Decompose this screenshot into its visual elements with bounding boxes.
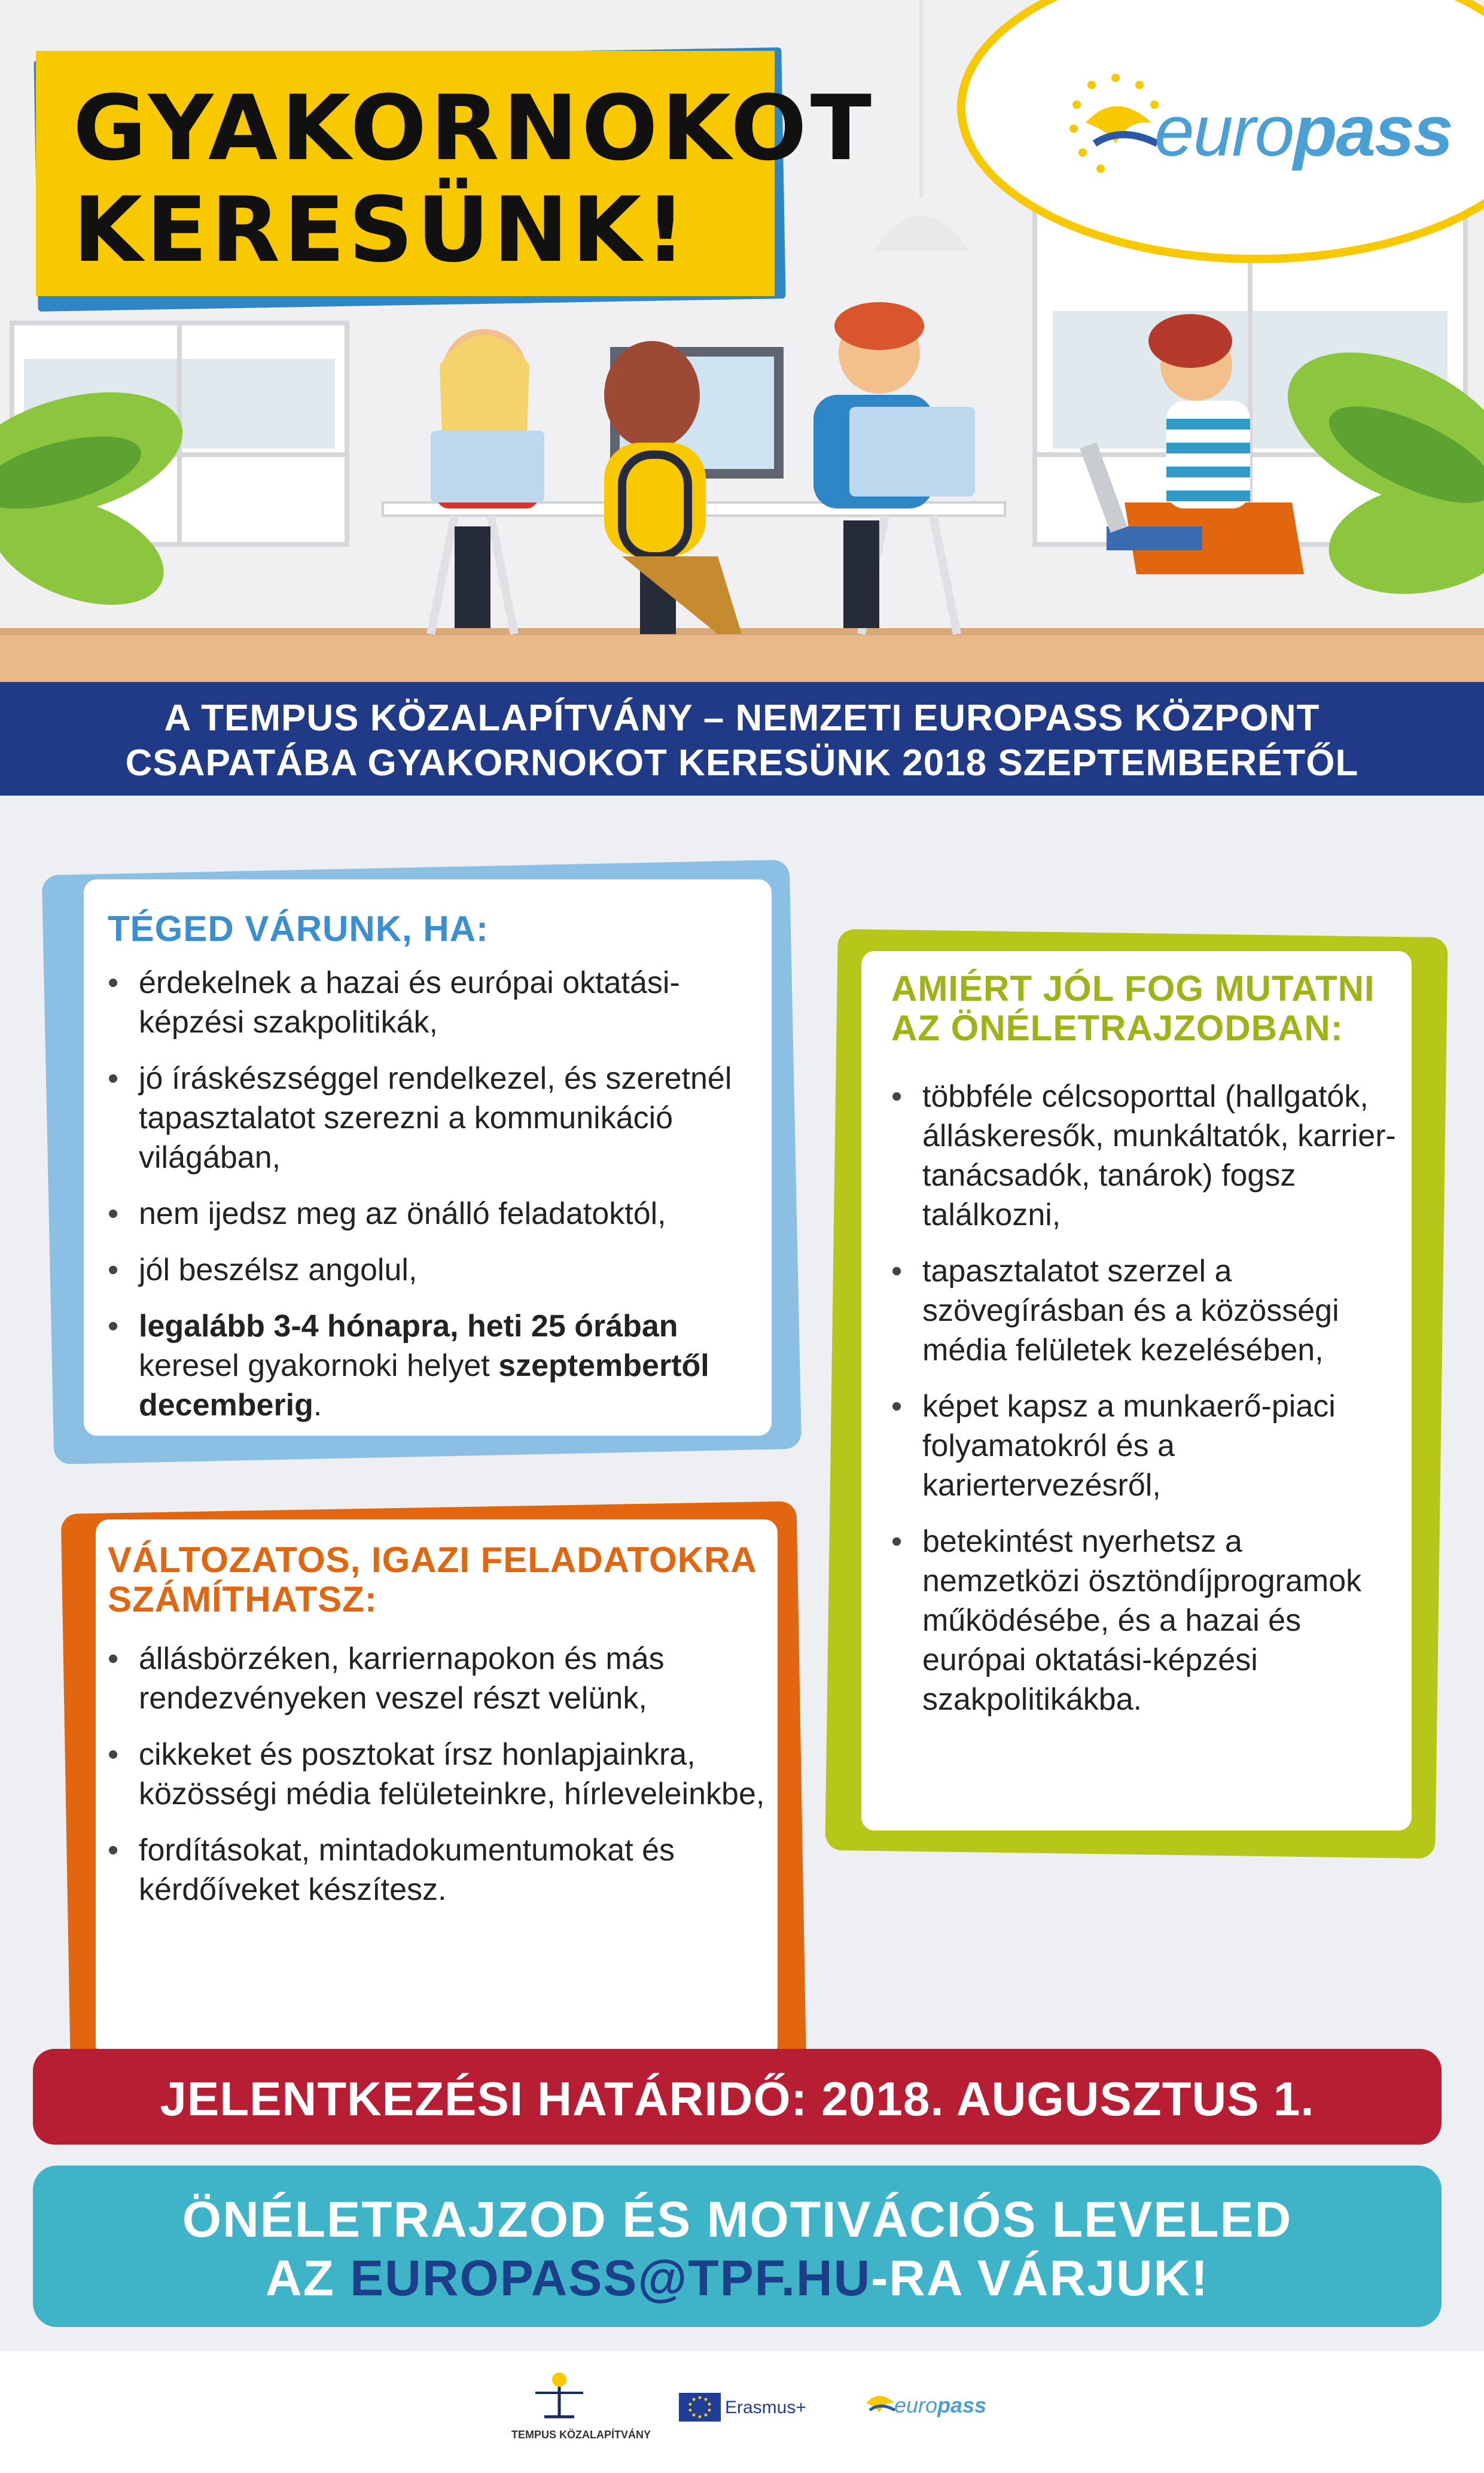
- tempus-logo-icon: [526, 2369, 592, 2423]
- cta-line2: [33, 2249, 1442, 2307]
- europass-part1: euro: [894, 2393, 938, 2417]
- logo-part2: pass: [1293, 91, 1452, 171]
- list-item: • többféle célcsoporttal (hallgatók, álláskeresők, munkáltatók, karrier-tanácsadók, tanárok) fogsz találkozni,: [879, 1077, 1400, 1235]
- europass-small-text: [894, 2393, 986, 2418]
- title-line2: SZÁMÍTHATSZ:: [108, 1579, 377, 1619]
- text: .: [313, 1388, 322, 1423]
- email-link[interactable]: EUROPASS@TPF.HU: [350, 2250, 871, 2306]
- wait-card: [84, 879, 772, 1436]
- bold-text: szeptembertől decemberig: [139, 1348, 709, 1423]
- europass-part2: pass: [937, 2393, 987, 2417]
- eu-flag-icon: [679, 2393, 721, 2422]
- list-item: • betekintést nyerhetsz a nemzetközi ösztöndíjprogramok működésébe, és a hazai és európai oktatási-képzési szakpolitikákba.: [879, 1522, 1400, 1719]
- headline-box: [36, 51, 876, 296]
- list-item: • tapasztalatot szerzel a szövegírásban és a közösségi média felületek kezelésében,: [879, 1251, 1400, 1370]
- text: keresel gyakornoki helyet: [139, 1348, 499, 1383]
- erasmus-logo-text: Erasmus+: [725, 2398, 806, 2417]
- list-item: • jó íráskészséggel rendelkezel, és szeretnél tapasztalatot szerezni a kommunikáció világában,: [96, 1059, 760, 1177]
- tempus-logo-text: TEMPUS KÖZALAPÍTVÁNY: [511, 2429, 651, 2441]
- tasks-card-list: [96, 1639, 766, 1926]
- list-item: • érdekelnek a hazai és európai oktatási-képzési szakpolitikák,: [96, 963, 760, 1042]
- title-line2: AZ ÖNÉLETRAJZODBAN:: [891, 1008, 1343, 1048]
- list-item: • jól beszélsz angolul,: [96, 1250, 760, 1290]
- footer: [0, 2351, 1484, 2473]
- deadline-text: JELENTKEZÉSI HATÁRIDŐ: 2018. AUGUSZTUS 1.: [160, 2072, 1315, 2125]
- tasks-card: [96, 1519, 778, 2058]
- europass-logo-text: [1154, 90, 1452, 172]
- list-item: • cikkeket és posztokat írsz honlapjainkra, közösségi média felületeinkre, hírleveleinkbe,: [96, 1735, 766, 1814]
- headline-line2: KERESÜNK!: [73, 178, 690, 282]
- intro-banner: [0, 682, 1484, 796]
- wait-card-title: TÉGED VÁRUNK, HA:: [108, 909, 489, 949]
- europass-logo-icon: [1062, 66, 1169, 185]
- title-line1: VÁLTOZATOS, IGAZI FELADATOKRA: [108, 1540, 757, 1580]
- list-item: • képet kapsz a munkaerő-piaci folyamatokról és a kariertervezésről,: [879, 1387, 1400, 1505]
- cv-card: [861, 951, 1412, 1831]
- list-item: • nem ijedsz meg az önálló feladatoktól,: [96, 1194, 760, 1234]
- cta-prefix: AZ: [265, 2250, 351, 2306]
- tasks-card-title: [108, 1540, 757, 1619]
- cta-banner: [33, 2166, 1442, 2327]
- cv-card-title: [891, 969, 1375, 1048]
- banner-line2: CSAPATÁBA GYAKORNOKOT KERESÜNK 2018 SZEPTEMBERÉTŐL: [125, 742, 1359, 784]
- cv-card-list: [879, 1077, 1400, 1736]
- banner-line1: A TEMPUS KÖZALAPÍTVÁNY – NEMZETI EUROPASS KÖZPONT: [164, 698, 1320, 739]
- logo-part1: euro: [1154, 91, 1294, 171]
- list-item: • állásbörzéken, karriernapokon és más rendezvényeken veszel részt velünk,: [96, 1639, 766, 1718]
- list-item: [96, 1306, 760, 1425]
- bold-text: legalább 3-4 hónapra, heti 25 órában: [139, 1309, 678, 1344]
- list-item: • fordításokat, mintadokumentumokat és kérdőíveket készítesz.: [96, 1831, 766, 1909]
- headline-line1: GYAKORNOKOT: [73, 77, 876, 181]
- cta-line1: ÖNÉLETRAJZOD ÉS MOTIVÁCIÓS LEVELED: [182, 2191, 1293, 2247]
- cta-suffix: -RA VÁRJUK!: [871, 2250, 1209, 2306]
- wait-card-list: [96, 963, 760, 1442]
- hero-section: [0, 0, 1484, 682]
- title-line1: AMIÉRT JÓL FOG MUTATNI: [891, 969, 1375, 1009]
- europass-small-icon: [861, 2384, 897, 2420]
- deadline-banner: [33, 2049, 1442, 2145]
